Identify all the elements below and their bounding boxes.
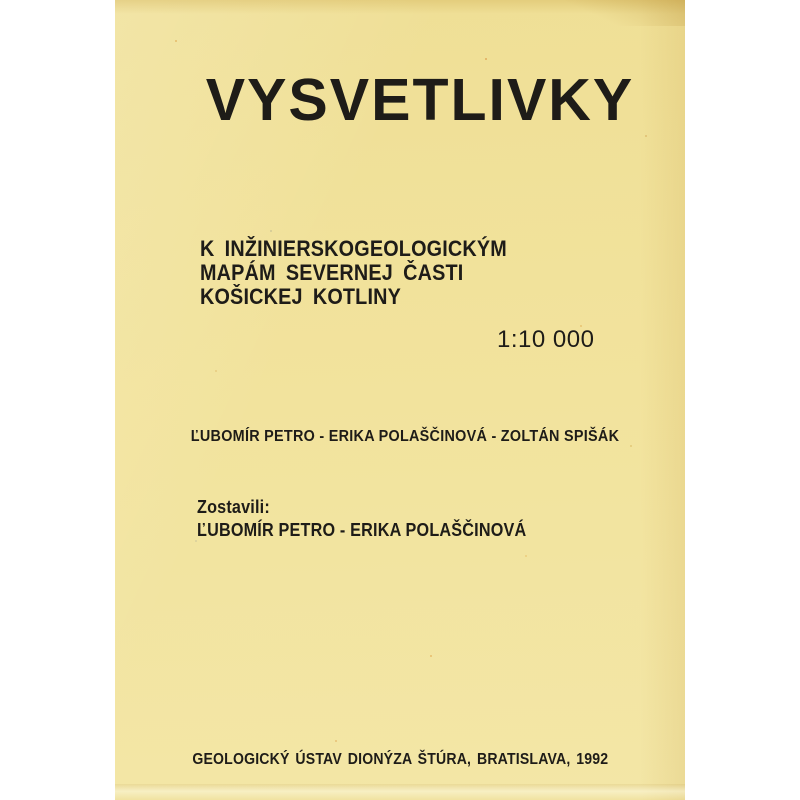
compilers-names: ĽUBOMÍR PETRO - ERIKA POLAŠČINOVÁ — [197, 520, 527, 540]
compilers-block — [197, 496, 563, 542]
publisher-imprint-text: GEOLOGICKÝ ÚSTAV DIONÝZA ŠTÚRA, BRATISLAVA, 1992 — [192, 751, 608, 768]
subtitle — [200, 237, 541, 309]
paper-bottom-crease — [115, 784, 685, 800]
paper-corner-shadow — [565, 0, 685, 26]
book-cover-page — [115, 0, 685, 800]
authors-names: ĽUBOMÍR PETRO - ERIKA POLAŠČINOVÁ - ZOLTÁN SPIŠÁK — [190, 428, 620, 445]
authors-line — [120, 426, 690, 448]
subtitle-line: K INŽINIERSKOGEOLOGICKÝM — [200, 236, 507, 261]
publisher-imprint — [115, 749, 685, 770]
subtitle-line: KOŠICKEJ KOTLINY — [200, 284, 402, 309]
subtitle-line: MAPÁM SEVERNEJ ČASTI — [200, 260, 464, 285]
page-title: VYSVETLIVKY — [205, 67, 635, 133]
compilers-label: Zostavili: — [197, 497, 270, 517]
paper-texture — [175, 40, 177, 42]
map-scale: 1:10 000 — [497, 326, 595, 353]
